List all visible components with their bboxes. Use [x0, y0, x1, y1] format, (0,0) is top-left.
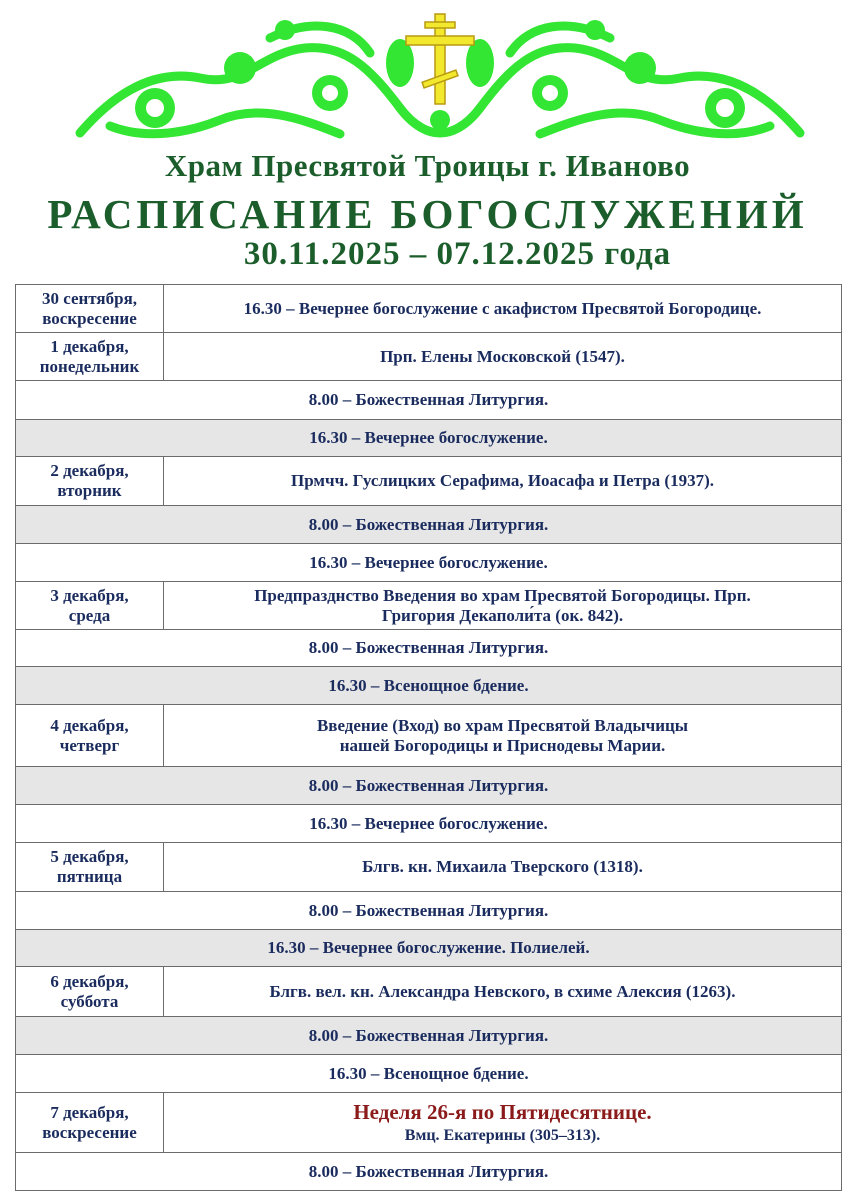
table-row [16, 1153, 842, 1191]
table-row [16, 843, 842, 892]
table-row [16, 767, 842, 805]
day-cell: 6 декабря, суббота [16, 967, 164, 1017]
service-cell: 16.30 – Вечернее богослужение. [16, 805, 842, 843]
service-cell: Прмчч. Гуслицких Серафима, Иоасафа и Петра (1937). [164, 457, 842, 506]
table-row [16, 667, 842, 705]
feast-cell: Неделя 26-я по Пятидесятнице. Вмц. Екатерины (305–313). [164, 1093, 842, 1153]
feast-cell: Введение (Вход) во храм Пресвятой Владычицы нашей Богородицы и Приснодевы Марии. [164, 705, 842, 767]
table-row [16, 1055, 842, 1093]
service-cell: 16.30 – Вечернее богослужение. [16, 544, 842, 582]
table-row [16, 892, 842, 930]
day-cell: 7 декабря, воскресение [16, 1093, 164, 1153]
service-cell: 8.00 – Божественная Литургия. [16, 381, 842, 420]
service-cell: 16.30 – Вечернее богослужение. [16, 420, 842, 457]
service-cell: 16.30 – Всенощное бдение. [16, 1055, 842, 1093]
service-cell: 8.00 – Божественная Литургия. [16, 767, 842, 805]
date-range: 30.11.2025 – 07.12.2025 года [243, 236, 672, 272]
table-row [16, 805, 842, 843]
table-row [16, 285, 842, 333]
service-cell: Предпразднство Введения во храм Пресвятой Богородицы. Прп. Григория Декаполи́та (ок. 842). [164, 582, 842, 630]
table-row [16, 582, 842, 630]
service-cell: 16.30 – Всенощное бдение. [16, 667, 842, 705]
church-name: Храм Пресвятой Троицы г. Иваново [164, 148, 691, 183]
service-cell: Прп. Елены Московской (1547). [164, 333, 842, 381]
table-row [16, 967, 842, 1017]
schedule-table [15, 284, 842, 1191]
service-cell: 8.00 – Божественная Литургия. [16, 506, 842, 544]
service-cell: 16.30 – Вечернее богослужение. Полиелей. [16, 930, 842, 967]
table-row [16, 930, 842, 967]
day-cell: 30 сентября, воскресение [16, 285, 164, 333]
floral-ornament-icon [70, 8, 810, 148]
day-cell: 1 декабря, понедельник [16, 333, 164, 381]
service-cell: Блгв. кн. Михаила Тверского (1318). [164, 843, 842, 892]
day-cell: 5 декабря, пятница [16, 843, 164, 892]
day-cell: 4 декабря, четверг [16, 705, 164, 767]
day-cell: 3 декабря, среда [16, 582, 164, 630]
service-cell: 8.00 – Божественная Литургия. [16, 630, 842, 667]
service-cell: 8.00 – Божественная Литургия. [16, 892, 842, 930]
service-cell: 16.30 – Вечернее богослужение с акафистом Пресвятой Богородице. [164, 285, 842, 333]
table-row [16, 705, 842, 767]
day-cell: 2 декабря, вторник [16, 457, 164, 506]
table-row [16, 333, 842, 381]
table-row [16, 544, 842, 582]
table-row [16, 630, 842, 667]
table-row [16, 1093, 842, 1153]
table-row [16, 1017, 842, 1055]
page-title: РАСПИСАНИЕ БОГОСЛУЖЕНИЙ [47, 191, 808, 237]
cross-icon [406, 14, 474, 104]
table-row [16, 420, 842, 457]
table-row [16, 381, 842, 420]
service-cell: Блгв. вел. кн. Александра Невского, в схиме Алексия (1263). [164, 967, 842, 1017]
service-cell: 8.00 – Божественная Литургия. [16, 1017, 842, 1055]
table-row [16, 457, 842, 506]
table-row [16, 506, 842, 544]
service-cell: 8.00 – Божественная Литургия. [16, 1153, 842, 1191]
